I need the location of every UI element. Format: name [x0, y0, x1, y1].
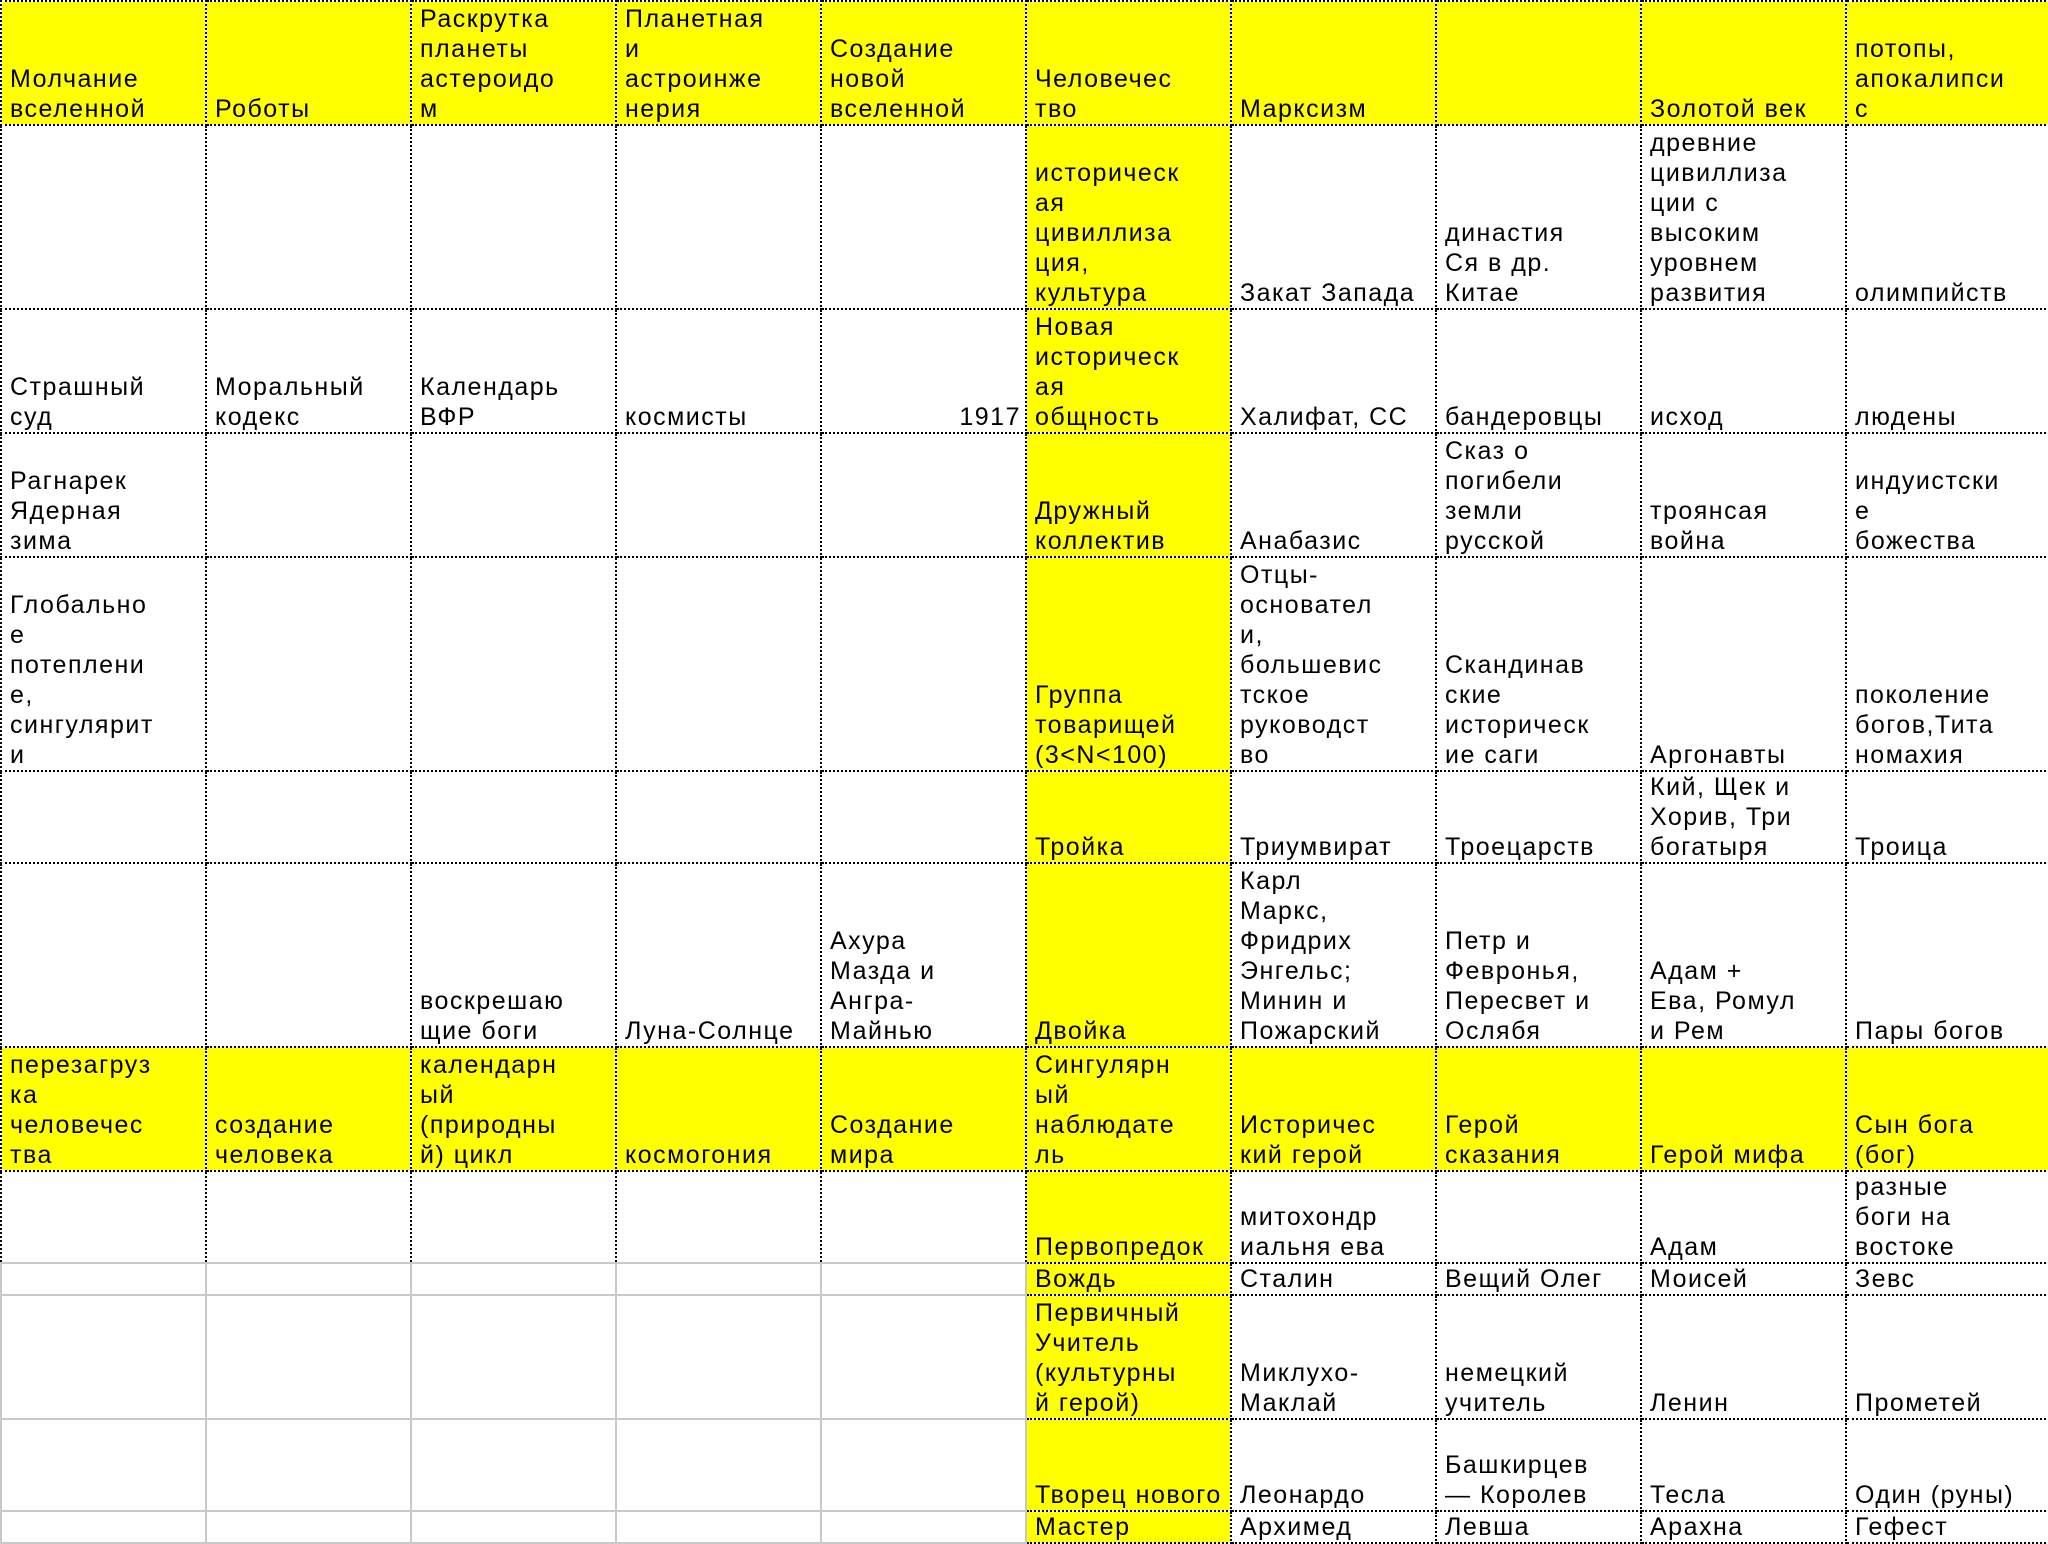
cell-r7-c9[interactable]: Адам + Ева, Ромул и Рем [1641, 863, 1846, 1047]
cell-r13-c8[interactable]: Левша [1436, 1511, 1641, 1543]
cell-r7-c5[interactable]: Ахура Мазда и Ангра- Майнью [821, 863, 1026, 1047]
cell-r3-c5[interactable]: 1917 [821, 309, 1026, 433]
table-row [1, 309, 2048, 433]
cell-r6-c7[interactable]: Триумвират [1231, 771, 1436, 863]
cell-r2-c3[interactable] [411, 125, 616, 309]
cell-r11-c7[interactable]: Миклухо-Маклай [1231, 1295, 1436, 1419]
cell-r12-c2[interactable] [206, 1419, 411, 1511]
cell-r11-c2[interactable] [206, 1295, 411, 1419]
cell-r3-c9[interactable]: исход [1641, 309, 1846, 433]
cell-r10-c7[interactable]: Сталин [1231, 1263, 1436, 1295]
cell-r12-c9[interactable]: Тесла [1641, 1419, 1846, 1511]
cell-r5-c3[interactable] [411, 557, 616, 771]
cell-r11-c3[interactable] [411, 1295, 616, 1419]
cell-r10-c5[interactable] [821, 1263, 1026, 1295]
cell-r3-c6[interactable]: Новая историческ ая общность [1026, 309, 1231, 433]
cell-r2-c5[interactable] [821, 125, 1026, 309]
cell-r4-c1[interactable]: Рагнарек Ядерная зима [1, 433, 206, 557]
cell-r13-c5[interactable] [821, 1511, 1026, 1543]
cell-r4-c6[interactable]: Дружный коллектив [1026, 433, 1231, 557]
cell-r7-c1[interactable] [1, 863, 206, 1047]
cell-r8-c3[interactable]: календарн ый (природны й) цикл [411, 1047, 616, 1171]
cell-r6-c10[interactable]: Троица [1846, 771, 2048, 863]
cell-r13-c1[interactable] [1, 1511, 206, 1543]
cell-r13-c4[interactable] [616, 1511, 821, 1543]
cell-r9-c5[interactable] [821, 1171, 1026, 1263]
cell-r1-c1[interactable]: Молчание вселенной [1, 1, 206, 125]
cell-r4-c8[interactable]: Сказ о погибели земли русской [1436, 433, 1641, 557]
cell-r4-c9[interactable]: троянсая война [1641, 433, 1846, 557]
cell-r13-c6[interactable]: Мастер [1026, 1511, 1231, 1543]
cell-r7-c4[interactable]: Луна-Солнце [616, 863, 821, 1047]
cell-r5-c10[interactable]: поколение богов,Тита номахия [1846, 557, 2048, 771]
cell-r12-c4[interactable] [616, 1419, 821, 1511]
cell-r8-c6[interactable]: Сингулярн ый наблюдате ль [1026, 1047, 1231, 1171]
cell-r10-c6[interactable]: Вождь [1026, 1263, 1231, 1295]
cell-r8-c7[interactable]: Историчес кий герой [1231, 1047, 1436, 1171]
cell-r2-c2[interactable] [206, 125, 411, 309]
table-row [1, 771, 2048, 863]
cell-r9-c9[interactable]: Адам [1641, 1171, 1846, 1263]
cell-r2-c4[interactable] [616, 125, 821, 309]
cell-r12-c7[interactable]: Леонардо [1231, 1419, 1436, 1511]
cell-r6-c4[interactable] [616, 771, 821, 863]
cell-r4-c3[interactable] [411, 433, 616, 557]
cell-r7-c7[interactable]: Карл Маркс, Фридрих Энгельс; Минин и Пожарский [1231, 863, 1436, 1047]
cell-r6-c3[interactable] [411, 771, 616, 863]
cell-r11-c9[interactable]: Ленин [1641, 1295, 1846, 1419]
cell-r9-c8[interactable] [1436, 1171, 1641, 1263]
cell-r3-c7[interactable]: Халифат, СС [1231, 309, 1436, 433]
cell-r13-c9[interactable]: Арахна [1641, 1511, 1846, 1543]
cell-r3-c4[interactable]: космисты [616, 309, 821, 433]
cell-r12-c5[interactable] [821, 1419, 1026, 1511]
cell-r7-c6[interactable]: Двойка [1026, 863, 1231, 1047]
cell-r5-c8[interactable]: Скандинав ские историческ ие саги [1436, 557, 1641, 771]
cell-r6-c8[interactable]: Троецарств [1436, 771, 1641, 863]
cell-r11-c5[interactable] [821, 1295, 1026, 1419]
cell-r12-c8[interactable]: Башкирцев — Королев [1436, 1419, 1641, 1511]
cell-r6-c1[interactable] [1, 771, 206, 863]
cell-r13-c2[interactable] [206, 1511, 411, 1543]
cell-r1-c6[interactable]: Человечес тво [1026, 1, 1231, 125]
cell-r3-c1[interactable]: Страшный суд [1, 309, 206, 433]
cell-r2-c7[interactable]: Закат Запада [1231, 125, 1436, 309]
cell-r4-c4[interactable] [616, 433, 821, 557]
cell-r8-c1[interactable]: перезагруз ка человечес тва [1, 1047, 206, 1171]
cell-r8-c5[interactable]: Создание мира [821, 1047, 1026, 1171]
table-row [1, 1419, 2048, 1511]
cell-r9-c1[interactable] [1, 1171, 206, 1263]
cell-r6-c2[interactable] [206, 771, 411, 863]
cell-r1-c8[interactable] [1436, 1, 1641, 125]
cell-r10-c3[interactable] [411, 1263, 616, 1295]
cell-r1-c4[interactable]: Планетная и астроинже нерия [616, 1, 821, 125]
cell-r8-c9[interactable]: Герой мифа [1641, 1047, 1846, 1171]
table-row [1, 433, 2048, 557]
cell-r10-c4[interactable] [616, 1263, 821, 1295]
cell-r7-c2[interactable] [206, 863, 411, 1047]
cell-r5-c9[interactable]: Аргонавты [1641, 557, 1846, 771]
cell-r2-c8[interactable]: династия Ся в др. Китае [1436, 125, 1641, 309]
cell-r10-c9[interactable]: Моисей [1641, 1263, 1846, 1295]
table-row [1, 125, 2048, 309]
cell-r8-c2[interactable]: создание человека [206, 1047, 411, 1171]
cell-r5-c7[interactable]: Отцы- основател и, большевис тское руководст во [1231, 557, 1436, 771]
cell-r10-c2[interactable] [206, 1263, 411, 1295]
table-row [1, 863, 2048, 1047]
cell-r4-c7[interactable]: Анабазис [1231, 433, 1436, 557]
cell-r13-c7[interactable]: Архимед [1231, 1511, 1436, 1543]
cell-r5-c6[interactable]: Группа товарищей (3<N<100) [1026, 557, 1231, 771]
cell-r2-c10[interactable]: олимпийств [1846, 125, 2048, 309]
cell-r9-c2[interactable] [206, 1171, 411, 1263]
table-row [1, 1295, 2048, 1419]
cell-r12-c1[interactable] [1, 1419, 206, 1511]
cell-r5-c4[interactable] [616, 557, 821, 771]
cell-r10-c1[interactable] [1, 1263, 206, 1295]
cell-r3-c3[interactable]: Календарь ВФР [411, 309, 616, 433]
table-row [1, 1, 2048, 125]
cell-r1-c2[interactable]: Роботы [206, 1, 411, 125]
cell-r4-c10[interactable]: индуистски е божества [1846, 433, 2048, 557]
cell-r11-c6[interactable]: Первичный Учитель (культурны й герой) [1026, 1295, 1231, 1419]
cell-r1-c7[interactable]: Марксизм [1231, 1, 1436, 125]
cell-r7-c8[interactable]: Петр и Февронья, Пересвет и Ослябя [1436, 863, 1641, 1047]
table-row [1, 1047, 2048, 1171]
cell-r8-c8[interactable]: Герой сказания [1436, 1047, 1641, 1171]
cell-r11-c1[interactable] [1, 1295, 206, 1419]
cell-r6-c5[interactable] [821, 771, 1026, 863]
cell-r5-c5[interactable] [821, 557, 1026, 771]
cell-r13-c10[interactable]: Гефест [1846, 1511, 2048, 1543]
cell-r9-c10[interactable]: разные боги на востоке [1846, 1171, 2048, 1263]
cell-r10-c8[interactable]: Вещий Олег [1436, 1263, 1641, 1295]
cell-r9-c3[interactable] [411, 1171, 616, 1263]
cell-r3-c8[interactable]: бандеровцы [1436, 309, 1641, 433]
cell-r1-c3[interactable]: Раскрутка планеты астероидо м [411, 1, 616, 125]
cell-r6-c6[interactable]: Тройка [1026, 771, 1231, 863]
cell-r3-c2[interactable]: Моральный кодекс [206, 309, 411, 433]
cell-r9-c7[interactable]: митохондр иальня ева [1231, 1171, 1436, 1263]
table-row [1, 1511, 2048, 1543]
cell-r12-c6[interactable]: Творец нового [1026, 1419, 1231, 1511]
cell-r4-c5[interactable] [821, 433, 1026, 557]
cell-r11-c4[interactable] [616, 1295, 821, 1419]
cell-r7-c10[interactable]: Пары богов [1846, 863, 2048, 1047]
cell-r12-c3[interactable] [411, 1419, 616, 1511]
cell-r11-c8[interactable]: немецкий учитель [1436, 1295, 1641, 1419]
cell-r7-c3[interactable]: воскрешаю щие боги [411, 863, 616, 1047]
table-row [1, 1263, 2048, 1295]
cell-r4-c2[interactable] [206, 433, 411, 557]
cell-r10-c10[interactable]: Зевс [1846, 1263, 2048, 1295]
cell-r5-c1[interactable]: Глобально е потеплени е, сингулярит и [1, 557, 206, 771]
cell-r2-c6[interactable]: историческ ая цивиллиза ция, культура [1026, 125, 1231, 309]
cell-r9-c6[interactable]: Первопредок [1026, 1171, 1231, 1263]
cell-r12-c10[interactable]: Один (руны) [1846, 1419, 2048, 1511]
cell-r6-c9[interactable]: Кий, Щек и Хорив, Три богатыря [1641, 771, 1846, 863]
cell-r8-c10[interactable]: Сын бога (бог) [1846, 1047, 2048, 1171]
cell-r9-c4[interactable] [616, 1171, 821, 1263]
cell-r2-c1[interactable] [1, 125, 206, 309]
table-row [1, 557, 2048, 771]
cell-r11-c10[interactable]: Прометей [1846, 1295, 2048, 1419]
cell-r8-c4[interactable]: космогония [616, 1047, 821, 1171]
cell-r1-c10[interactable]: потопы, апокалипси с [1846, 1, 2048, 125]
cell-r3-c10[interactable]: людены [1846, 309, 2048, 433]
table-row [1, 1171, 2048, 1263]
cell-r2-c9[interactable]: древние цивиллиза ции с высоким уровнем развития [1641, 125, 1846, 309]
cell-r5-c2[interactable] [206, 557, 411, 771]
cell-r1-c9[interactable]: Золотой век [1641, 1, 1846, 125]
cell-r1-c5[interactable]: Создание новой вселенной [821, 1, 1026, 125]
cell-r13-c3[interactable] [411, 1511, 616, 1543]
